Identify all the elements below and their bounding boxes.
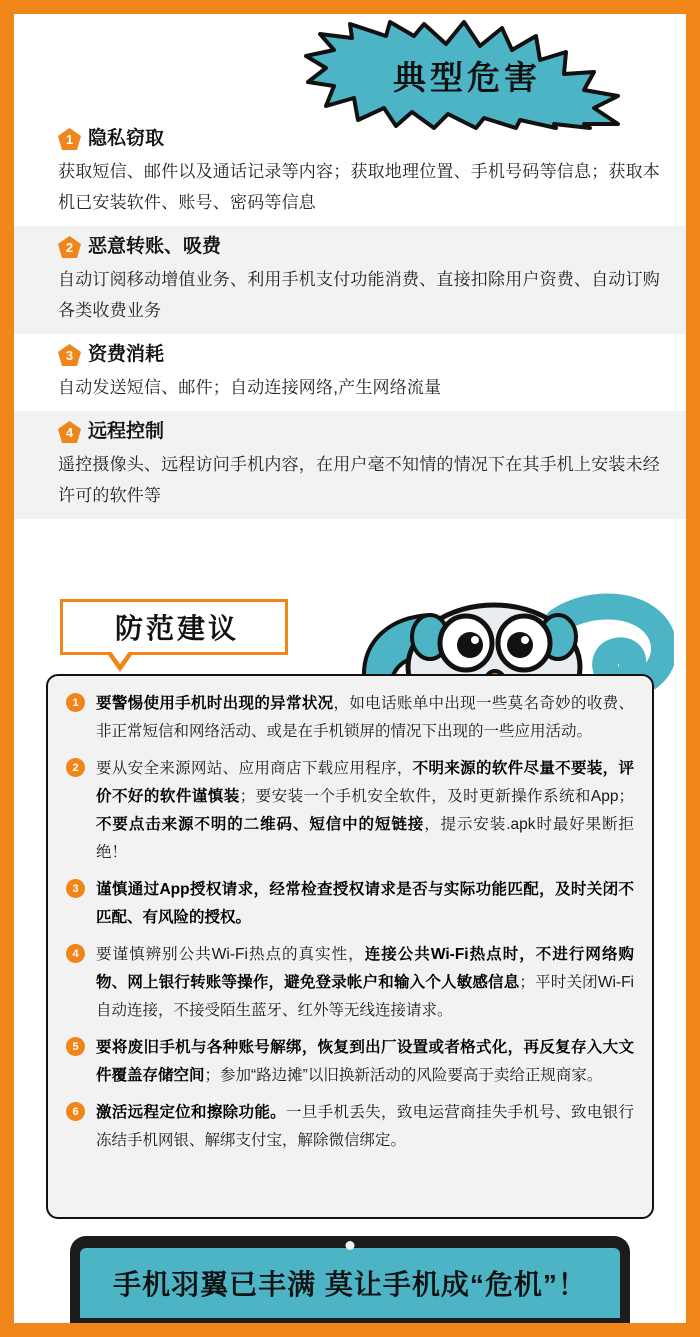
advice-section-title: 防范建议	[114, 613, 239, 644]
advice-text-5: 要将废旧手机与各种账号解绑，恢复到出厂设置或者格式化，再反复存入大文件覆盖存储空间；参加“路边摊”以旧换新活动的风险要高于卖给正规商家。	[96, 1039, 634, 1084]
number-badge-a5-icon	[66, 1037, 85, 1056]
advice-number-3: 3	[72, 882, 79, 895]
number-badge-1-icon	[58, 128, 81, 151]
footer-slogan: 手机羽翼已丰满 莫让手机成“危机”！	[113, 1269, 587, 1300]
number-badge-a6-icon	[66, 1102, 85, 1121]
harm-item-1	[14, 118, 686, 226]
harm-body-2: 自动订阅移动增值业务、利用手机支付功能消费、直接扣除用户资费、自动订购各类收费业务	[58, 270, 660, 320]
advice-item-5	[66, 1034, 634, 1090]
harm-title-3: 资费消耗	[88, 344, 165, 365]
harm-body-3: 自动发送短信、邮件；自动连接网络,产生网络流量	[58, 378, 442, 397]
number-badge-4-icon	[58, 421, 81, 444]
number-badge-a2-icon	[66, 758, 85, 777]
poster-sheet	[14, 14, 686, 1323]
advice-number-5: 5	[72, 1040, 79, 1053]
advice-item-1	[66, 690, 634, 746]
advice-text-1: 要警惕使用手机时出现的异常状况，如电话账单中出现一些莫名奇妙的收费、非正常短信和网络活动、或是在手机锁屏的情况下出现的一些应用活动。	[96, 695, 634, 740]
advice-text-4: 要谨慎辨别公共Wi-Fi热点的真实性，连接公共Wi-Fi热点时，不进行网络购物、网上银行转账等操作，避免登录帐户和输入个人敏感信息；平时关闭Wi-Fi自动连接，不接受陌生蓝牙、红外等无线连接请求。	[96, 946, 634, 1019]
number-badge-a1-icon	[66, 693, 85, 712]
advice-item-4	[66, 941, 634, 1025]
advice-item-2	[66, 755, 634, 867]
advice-card	[46, 674, 654, 1219]
harm-number-1: 1	[65, 132, 74, 147]
harm-title-4: 远程控制	[88, 421, 165, 442]
harm-title-2: 恶意转账、吸费	[88, 236, 222, 257]
harm-body-1: 获取短信、邮件以及通话记录等内容；获取地理位置、手机号码等信息；获取本机已安装软件、账号、密码等信息	[58, 162, 660, 212]
ribbon-pointer-inner-icon	[110, 650, 130, 664]
harm-number-2: 2	[65, 240, 74, 255]
advice-number-4: 4	[72, 947, 79, 960]
harm-number-3: 3	[65, 348, 74, 363]
advice-number-1: 1	[72, 696, 79, 709]
harms-list	[14, 118, 686, 519]
advice-number-2: 2	[72, 761, 79, 774]
phone-camera-dot-icon	[346, 1241, 355, 1250]
number-badge-2-icon	[58, 236, 81, 259]
number-badge-3-icon	[58, 344, 81, 367]
advice-item-6	[66, 1099, 634, 1155]
advice-section-ribbon	[60, 599, 288, 655]
number-badge-a3-icon	[66, 879, 85, 898]
advice-text-3: 谨慎通过App授权请求，经常检查授权请求是否与实际功能匹配，及时关闭不匹配、有风险的授权。	[96, 881, 634, 926]
advice-text-6: 激活远程定位和擦除功能。一旦手机丢失，致电运营商挂失手机号、致电银行冻结手机网银、解绑支付宝，解除微信绑定。	[96, 1104, 634, 1149]
footer-banner	[80, 1248, 620, 1318]
advice-text-2: 要从安全来源网站、应用商店下载应用程序，不明来源的软件尽量不要装，评价不好的软件谨慎装；要安装一个手机安全软件，及时更新操作系统和App；不要点击来源不明的二维码、短信中的短链接，提示安装.apk时最好果断拒绝！	[96, 760, 634, 861]
advice-number-6: 6	[72, 1105, 79, 1118]
number-badge-a4-icon	[66, 944, 85, 963]
badge-title: 典型危害	[393, 58, 541, 96]
advice-item-3	[66, 876, 634, 932]
harm-title-1: 隐私窃取	[88, 128, 165, 149]
harm-item-3	[14, 334, 686, 411]
harm-item-4	[14, 411, 686, 519]
harm-number-4: 4	[65, 425, 74, 440]
harm-body-4: 遥控摄像头、远程访问手机内容，在用户毫不知情的情况下在其手机上安装未经许可的软件等	[58, 455, 660, 505]
smartphone-frame-icon	[70, 1236, 630, 1323]
starburst-badge-icon	[304, 20, 624, 130]
harm-item-2	[14, 226, 686, 334]
